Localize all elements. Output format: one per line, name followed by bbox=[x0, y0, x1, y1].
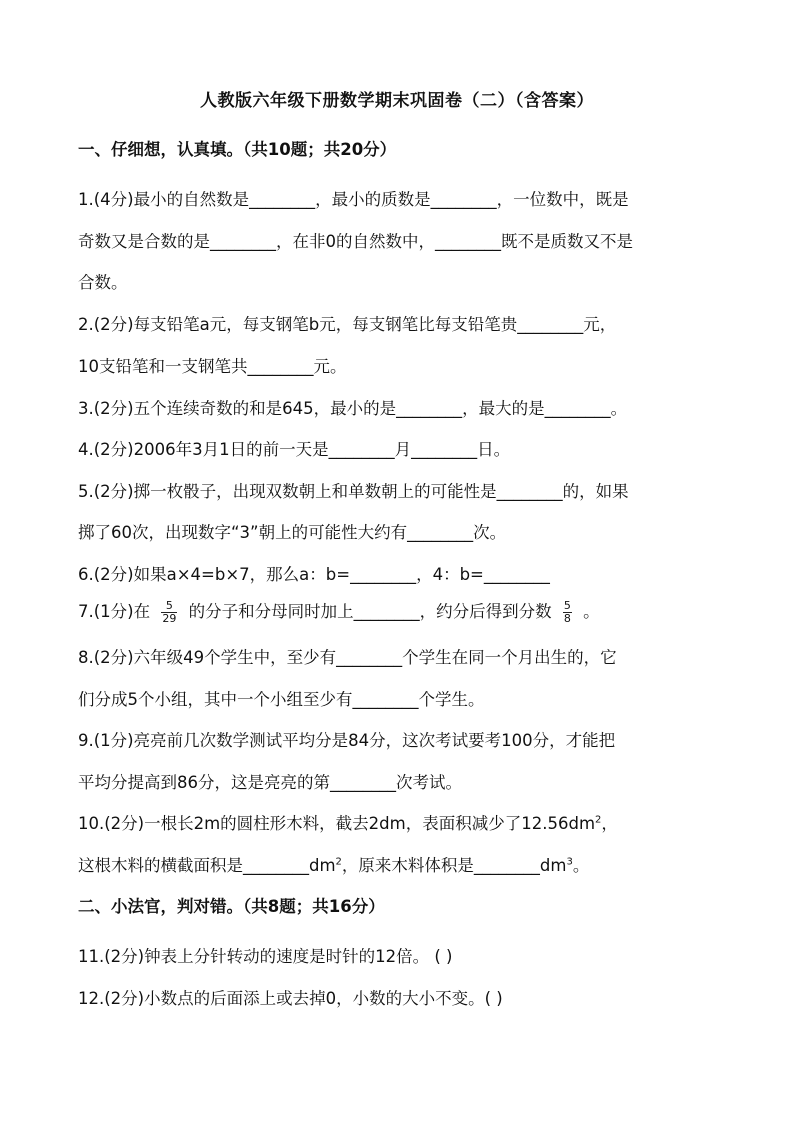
question-7-text-c: 。 bbox=[583, 602, 600, 621]
question-10-line-2 bbox=[78, 852, 728, 876]
question-10-line-1 bbox=[78, 810, 728, 834]
question-7-text-b: 的分子和分母同时加上________，约分后得到分数 bbox=[188, 602, 552, 621]
unit-exponent: 2 bbox=[595, 814, 602, 826]
question-7 bbox=[78, 598, 728, 625]
fraction-5-8 bbox=[563, 600, 572, 625]
question-10-line-1-comma: ， bbox=[601, 814, 618, 833]
question-7-text-a: 7.(1分)在 bbox=[78, 602, 151, 621]
fraction-1-denominator: 29 bbox=[162, 612, 177, 625]
question-10-line-2-end: 。 bbox=[572, 856, 590, 875]
fraction-1-numerator: 5 bbox=[165, 599, 173, 612]
question-5-line-1: 5.(2分)掷一枚骰子，出现双数朝上和单数朝上的可能性是________的，如果 bbox=[78, 482, 629, 501]
question-1-line-3: 合数。 bbox=[78, 273, 128, 292]
question-9-line-1: 9.(1分)亮亮前几次数学测试平均分是84分，这次考试要考100分，才能把 bbox=[78, 731, 616, 750]
section-heading-1: 一、仔细想，认真填。（共10题；共20分） bbox=[78, 140, 397, 159]
question-2-line-1: 2.(2分)每支铅笔a元，每支钢笔b元，每支钢笔比每支铅笔贵________元， bbox=[78, 315, 617, 334]
question-11: 11.(2分)钟表上分针转动的速度是时针的12倍。 ( ) bbox=[78, 947, 453, 966]
unit-exponent: 2 bbox=[335, 856, 342, 868]
section-heading-2: 二、小法官，判对错。（共8题；共16分） bbox=[78, 897, 385, 916]
question-6: 6.(2分)如果a×4=b×7，那么a：b=________，4：b=________ bbox=[78, 565, 550, 584]
page-title: 人教版六年级下册数学期末巩固卷（二）（含答案） bbox=[200, 91, 594, 111]
question-12: 12.(2分)小数点的后面添上或去掉0，小数的大小不变。( ) bbox=[78, 989, 503, 1008]
question-10-line-2-text-a: 这根木料的横截面积是________dm bbox=[78, 856, 336, 875]
question-1-line-2: 奇数又是合数的是________，在非0的自然数中，________既不是质数又不是 bbox=[78, 232, 633, 251]
question-2-line-2: 10支铅笔和一支钢笔共________元。 bbox=[78, 357, 347, 376]
unit-exponent: 3 bbox=[566, 856, 573, 868]
question-3: 3.(2分)五个连续奇数的和是645，最小的是________，最大的是________。 bbox=[78, 399, 628, 418]
question-8-line-2: 们分成5个小组，其中一个小组至少有________个学生。 bbox=[78, 690, 485, 709]
question-8-line-1: 8.(2分)六年级49个学生中，至少有________个学生在同一个月出生的，它 bbox=[78, 648, 617, 667]
fraction-2-numerator: 5 bbox=[563, 599, 571, 612]
question-10-line-2-text-b: ，原来木料体积是________dm bbox=[341, 856, 567, 875]
question-9-line-2: 平均分提高到86分，这是亮亮的第________次考试。 bbox=[78, 773, 462, 792]
question-5-line-2: 掷了60次，出现数字“3”朝上的可能性大约有________次。 bbox=[78, 523, 507, 542]
question-1-line-1: 1.(4分)最小的自然数是________，最小的质数是________，一位数中，既是 bbox=[78, 190, 629, 209]
question-10-line-1-text: 10.(2分)一根长2m的圆柱形木料，截去2dm，表面积减少了12.56dm bbox=[78, 814, 596, 833]
fraction-2-denominator: 8 bbox=[563, 612, 571, 625]
question-4: 4.(2分)2006年3月1日的前一天是________月________日。 bbox=[78, 440, 511, 459]
fraction-5-29 bbox=[161, 600, 177, 625]
